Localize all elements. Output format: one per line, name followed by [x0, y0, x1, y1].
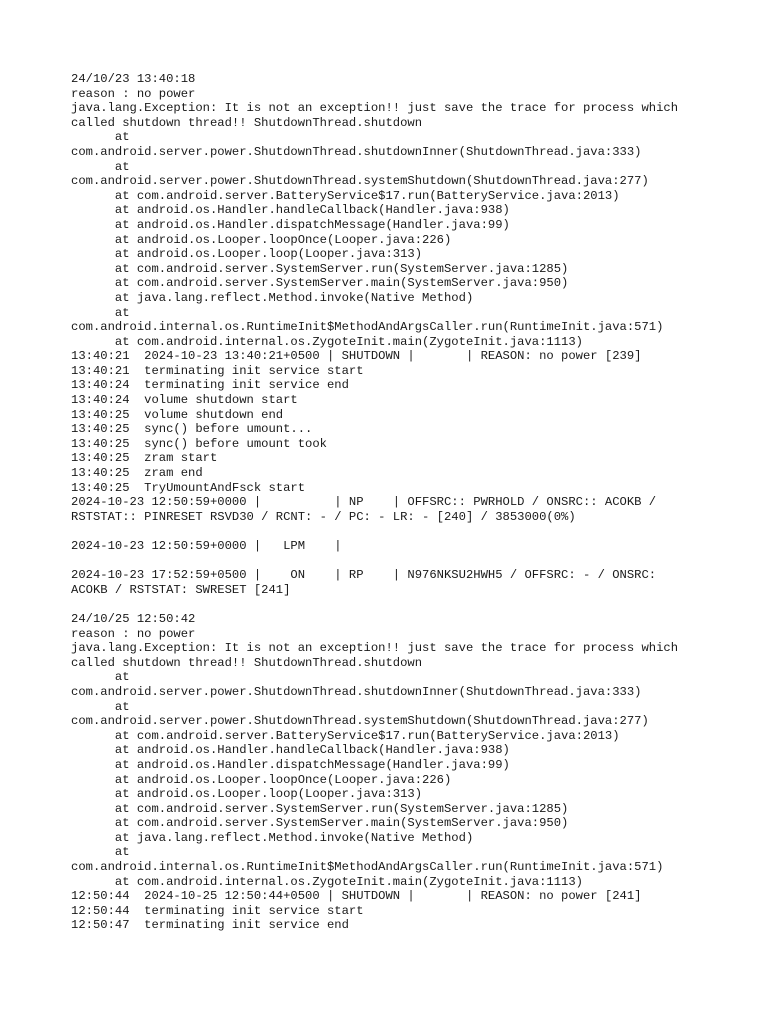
log-line: 24/10/23 13:40:18: [71, 72, 196, 86]
log-line: at com.android.internal.os.ZygoteInit.main(ZygoteInit.java:1113): [71, 334, 583, 349]
log-line: at android.os.Looper.loop(Looper.java:313): [71, 247, 423, 262]
log-line: 13:40:25 volume shutdown end: [71, 407, 284, 422]
log-line: called shutdown thread!! ShutdownThread.shutdown: [71, 655, 423, 670]
log-line: at android.os.Handler.dispatchMessage(Handler.java:99): [71, 757, 510, 772]
log-line: 13:40:24 terminating init service end: [71, 378, 349, 393]
log-line: at: [71, 130, 130, 145]
log-line: at android.os.Looper.loopOnce(Looper.java:226): [71, 232, 452, 247]
log-line: at android.os.Handler.handleCallback(Handler.java:938): [71, 743, 510, 758]
log-line: com.android.server.power.ShutdownThread.shutdownInner(ShutdownThread.java:333): [71, 144, 642, 159]
log-line: at com.android.server.SystemServer.run(SystemServer.java:1285): [71, 261, 569, 276]
blank-line: [71, 597, 741, 612]
log-line: com.android.server.power.ShutdownThread.systemShutdown(ShutdownThread.java:277): [71, 714, 649, 729]
log-line: 2024-10-23 12:50:59+0000 | | NP | OFFSRC:: PWRHOLD / ONSRC:: ACOKB /: [71, 495, 657, 510]
log-line: at com.android.server.SystemServer.main(SystemServer.java:950): [71, 816, 569, 831]
log-line: 12:50:47 terminating init service end: [71, 918, 349, 933]
log-line: at com.android.server.SystemServer.run(SystemServer.java:1285): [71, 801, 569, 816]
log-line: at java.lang.reflect.Method.invoke(Native Method): [71, 830, 474, 845]
log-line: at: [71, 159, 130, 174]
log-line: 13:40:24 volume shutdown start: [71, 393, 298, 408]
log-line: 12:50:44 2024-10-25 12:50:44+0500 | SHUTDOWN | | REASON: no power [241]: [71, 889, 642, 904]
log-line: 13:40:25 zram start: [71, 451, 218, 466]
log-line: 2024-10-23 12:50:59+0000 | LPM |: [71, 539, 342, 553]
log-line: com.android.server.power.ShutdownThread.shutdownInner(ShutdownThread.java:333): [71, 684, 642, 699]
log-line: 13:40:25 sync() before umount took: [71, 436, 327, 451]
log-line: at java.lang.reflect.Method.invoke(Native Method): [71, 290, 474, 305]
log-line: at: [71, 845, 130, 860]
log-line: at com.android.server.SystemServer.main(SystemServer.java:950): [71, 276, 569, 291]
log-line: at: [71, 670, 130, 685]
blank-line: [71, 524, 741, 539]
log-line: reason : no power: [71, 86, 196, 101]
log-line: RSTSTAT:: PINRESET RSVD30 / RCNT: - / PC: - LR: - [240] / 3853000(0%): [71, 509, 576, 524]
log-line: at android.os.Handler.handleCallback(Handler.java:938): [71, 203, 510, 218]
log-line: at com.android.internal.os.ZygoteInit.main(ZygoteInit.java:1113): [71, 874, 583, 889]
log-line: 2024-10-23 17:52:59+0500 | ON | RP | N976NKSU2HWH5 / OFFSRC: - / ONSRC:: [71, 568, 657, 583]
log-line: at: [71, 305, 130, 320]
log-line: at: [71, 699, 130, 714]
log-line: java.lang.Exception: It is not an exception!! just save the trace for process which: [71, 641, 679, 656]
blank-line: [71, 554, 741, 569]
log-text-block: [71, 72, 741, 933]
log-line: called shutdown thread!! ShutdownThread.shutdown: [71, 115, 423, 130]
log-line: java.lang.Exception: It is not an exception!! just save the trace for process which: [71, 101, 679, 116]
log-line: 13:40:25 sync() before umount...: [71, 422, 313, 437]
log-line: 13:40:25 TryUmountAndFsck start: [71, 480, 306, 495]
log-line: at android.os.Looper.loop(Looper.java:313): [71, 787, 423, 802]
log-line: at com.android.server.BatteryService$17.run(BatteryService.java:2013): [71, 728, 620, 743]
log-line: 24/10/25 12:50:42: [71, 611, 196, 626]
log-line: com.android.server.power.ShutdownThread.systemShutdown(ShutdownThread.java:277): [71, 174, 649, 189]
log-line: at com.android.server.BatteryService$17.run(BatteryService.java:2013): [71, 188, 620, 203]
log-line: com.android.internal.os.RuntimeInit$MethodAndArgsCaller.run(RuntimeInit.java:571): [71, 320, 664, 335]
log-line: com.android.internal.os.RuntimeInit$MethodAndArgsCaller.run(RuntimeInit.java:571): [71, 860, 664, 875]
log-line: 13:40:21 2024-10-23 13:40:21+0500 | SHUTDOWN | | REASON: no power [239]: [71, 349, 642, 364]
log-line: at android.os.Looper.loopOnce(Looper.java:226): [71, 772, 452, 787]
log-line: 12:50:44 terminating init service start: [71, 903, 364, 918]
log-line: ACOKB / RSTSTAT: SWRESET [241]: [71, 582, 291, 597]
log-line: 13:40:25 zram end: [71, 466, 203, 481]
log-line: 13:40:21 terminating init service start: [71, 363, 364, 378]
log-line: reason : no power: [71, 626, 196, 641]
log-line: at android.os.Handler.dispatchMessage(Handler.java:99): [71, 217, 510, 232]
